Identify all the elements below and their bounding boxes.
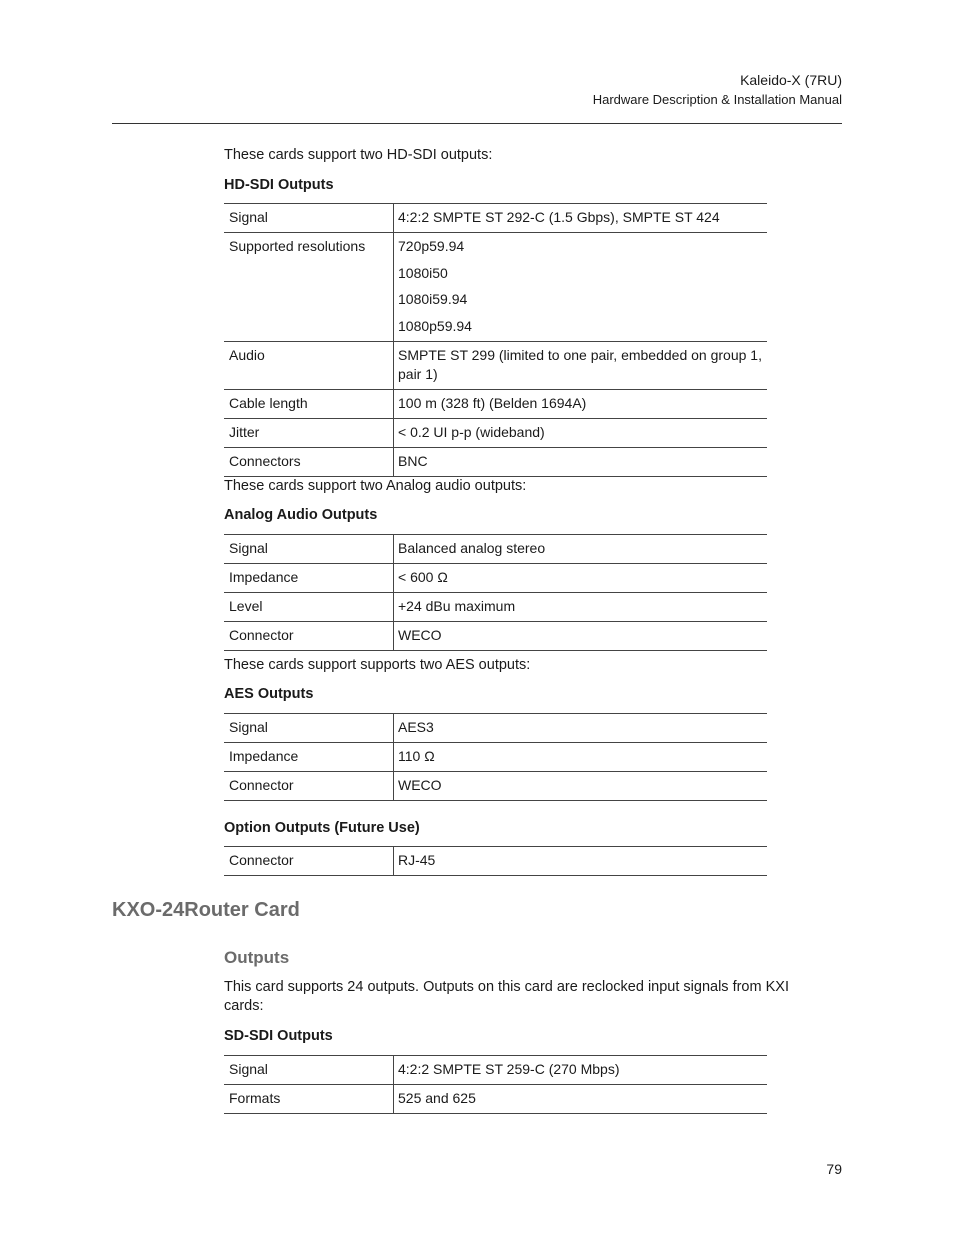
row-label: Signal [224, 204, 394, 233]
router-intro: This card supports 24 outputs. Outputs on this card are reclocked input signals from KXI cards: [224, 979, 789, 1014]
hdsdi-intro: These cards support two HD-SDI outputs: [224, 147, 493, 163]
row-label: Impedance [224, 564, 394, 593]
table-row [224, 1056, 767, 1085]
aes-caption: AES Outputs [224, 686, 314, 702]
aes-intro: These cards support supports two AES outputs: [224, 657, 531, 673]
table-row [224, 714, 767, 743]
row-label: Audio [224, 341, 394, 389]
analog-intro: These cards support two Analog audio outputs: [224, 478, 527, 494]
row-label: Signal [224, 535, 394, 564]
row-value: RJ-45 [394, 847, 768, 876]
row-value: AES3 [394, 714, 768, 743]
row-value: 4:2:2 SMPTE ST 292-C (1.5 Gbps), SMPTE ST 424 [394, 204, 768, 233]
row-label: Impedance [224, 743, 394, 772]
table-row [224, 564, 767, 593]
row-label: Connectors [224, 447, 394, 476]
row-value: SMPTE ST 299 (limited to one pair, embedded on group 1, pair 1) [394, 341, 768, 389]
header-title: Kaleido-X (7RU) [740, 72, 842, 88]
header-rule [112, 123, 842, 124]
row-value [394, 233, 768, 342]
row-value: < 0.2 UI p-p (wideband) [394, 418, 768, 447]
row-label: Signal [224, 1056, 394, 1085]
row-value: +24 dBu maximum [394, 593, 768, 622]
analog-caption: Analog Audio Outputs [224, 507, 378, 523]
row-value: WECO [394, 772, 768, 801]
row-value: Balanced analog stereo [394, 535, 768, 564]
header-subtitle: Hardware Description & Installation Manual [592, 92, 842, 107]
hdsdi-caption: HD-SDI Outputs [224, 177, 334, 193]
row-label: Formats [224, 1085, 394, 1114]
row-label: Cable length [224, 389, 394, 418]
option-caption: Option Outputs (Future Use) [224, 820, 420, 836]
aes-table [224, 713, 767, 801]
row-value: 525 and 625 [394, 1085, 768, 1114]
row-value: 110 Ω [394, 743, 768, 772]
sdsdi-caption: SD-SDI Outputs [224, 1028, 333, 1044]
table-row [224, 204, 767, 233]
option-table [224, 846, 767, 876]
row-label: Signal [224, 714, 394, 743]
resolution-item: 1080p59.94 [398, 317, 472, 334]
table-row [224, 535, 767, 564]
section-heading: KXO-24Router Card [112, 899, 300, 921]
table-row [224, 233, 767, 342]
row-label: Connector [224, 772, 394, 801]
table-row [224, 743, 767, 772]
row-value: WECO [394, 622, 768, 651]
resolution-item: 1080i59.94 [398, 291, 468, 307]
row-value: BNC [394, 447, 768, 476]
hdsdi-table [224, 203, 767, 477]
row-label: Supported resolutions [224, 233, 394, 342]
row-label: Connector [224, 847, 394, 876]
table-row [224, 447, 767, 476]
row-value: 100 m (328 ft) (Belden 1694A) [394, 389, 768, 418]
table-row [224, 418, 767, 447]
row-label: Level [224, 593, 394, 622]
table-row [224, 772, 767, 801]
table-row [224, 622, 767, 651]
sdsdi-table [224, 1055, 767, 1114]
table-row [224, 847, 767, 876]
subsection-heading: Outputs [224, 948, 290, 967]
row-value: 4:2:2 SMPTE ST 259-C (270 Mbps) [394, 1056, 768, 1085]
table-row [224, 341, 767, 389]
table-row [224, 593, 767, 622]
table-row [224, 1085, 767, 1114]
row-value: < 600 Ω [394, 564, 768, 593]
resolution-item: 1080i50 [398, 264, 448, 281]
row-label: Connector [224, 622, 394, 651]
table-row [224, 389, 767, 418]
page-number: 79 [826, 1161, 842, 1177]
row-label: Jitter [224, 418, 394, 447]
analog-table [224, 534, 767, 651]
resolution-item: 720p59.94 [398, 238, 465, 254]
running-header [593, 70, 842, 109]
